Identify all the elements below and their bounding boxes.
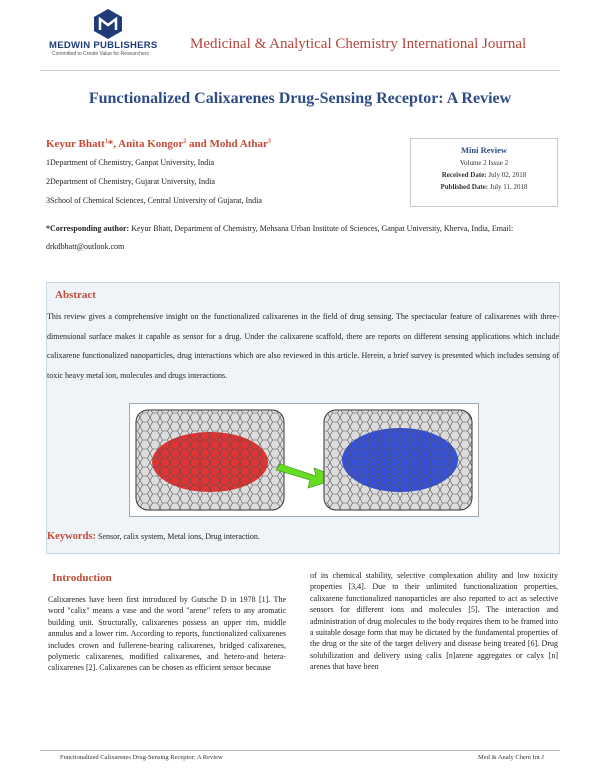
affiliation-1: 1Department of Chemistry, Ganpat University, India [46,158,215,167]
footer-divider [40,750,560,751]
corresponding-author: *Corresponding author: Keyur Bhatt, Department of Chemistry, Mehsana Urban Institute of Sciences, Ganpat University, Kherva, India, Email: drkdbhatt@outlook.com [46,224,514,251]
affiliation-2: 2Department of Chemistry, Gujarat University, India [46,177,215,186]
abstract-box [46,282,560,554]
abstract-text: This review gives a comprehensive insight on the functionalized calixarenes in the field of drug sensing. The spectacular feature of calixarenes with three-dimensional surface makes it capable as sensor for a drug. Under the calixarene scaffold, there are reports on different sensing applications which include calixarene functionalized nanoparticles, drug interactions which are also reviewed in this article. Herein, a brief survey is presented which includes sensing of toxic heavy metal ion, molecules and drugs interactions. [47,312,559,380]
footer-journal-abbrev: Med & Analy Chem Int J [478,754,544,761]
graphical-abstract-image [129,403,479,517]
footer-running-title: Functionalized Calixarenes Drug-Sensing Receptor: A Review [60,754,223,761]
intro-column-1: Calixarenes have been first introduced by Gutsche D in 1978 [1]. The word "calix" means a vase and the word "arene" refers to any aromatic building unit. Structurally, calixarenes possess an upper rim, middle annulus and a lower rim. According to reports, functionalized calixarenes includes crown and fullerene-bearing calixarenes, bridged calixarenes, polymeric calixarenes, modified calixarenes, and hetero-and hetera-calixarenes [2]. Calixarenes can be chosen as efficient sensor because [48,595,286,673]
keywords: Keywords: Sensor, calix system, Metal ions, Drug interaction. [47,531,260,542]
author-list: Keyur Bhatt$^1$*, Anita Kongor$^2$ and Mohd Athar$^3$ [46,138,271,150]
received-date: Received Date: July 02, 2018 [441,171,527,179]
abstract-heading: Abstract [55,289,96,301]
intro-column-2: of its chemical stability, selective complexation ability and low toxicity properties [3,4]. Due to their unlimited functionalization properties, calixarene functionalized nanoparticles are also reported to act as selective sensors for different ions and molecules [5]. The interaction and administration of drug molecules to the body requires them to be framed into a suitable dosage form that may be dictated by the fundamental properties of the drug or the site of the target delivery and disease being treated [6]. Drug solubilization and delivery using calix [n]arene aggregates or calyx [n] arenes that have been [310,571,558,672]
journal-name: Medicinal & Analytical Chemistry International Journal [190,36,527,52]
published-date: Published Date: July 11, 2018 [440,183,528,191]
volume-issue: Volume 2 Issue 2 [459,159,509,167]
calixarene-nanotube-illustration [130,404,478,516]
publisher-name: MEDWIN PUBLISHERS [49,40,158,51]
introduction-heading: Introduction [52,572,112,584]
header-divider [40,70,560,71]
article-info-box [410,138,558,207]
medwin-logo-icon [92,8,124,40]
article-title: Functionalized Calixarenes Drug-Sensing Receptor: A Review [88,90,512,107]
affiliation-3: 3School of Chemical Sciences, Central University of Gujarat, India [46,196,262,205]
publisher-tagline: Committed to Create Value for Researchers [52,51,149,57]
article-type: Mini Review [460,145,508,155]
